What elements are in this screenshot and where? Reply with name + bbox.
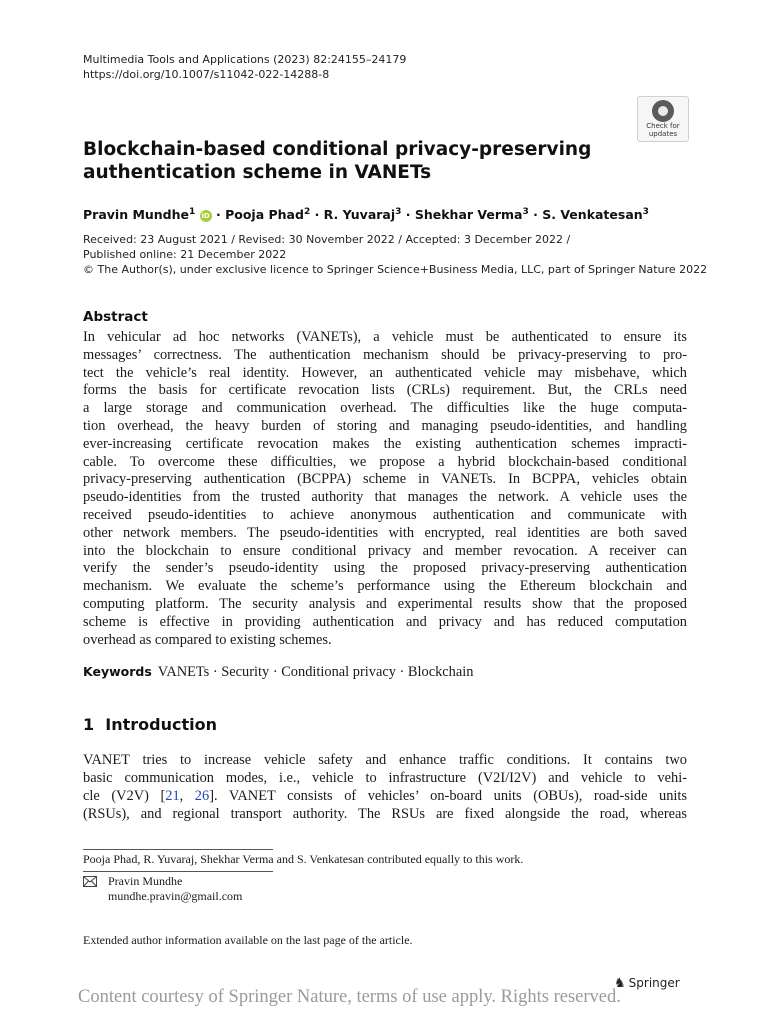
- paper-title: [83, 138, 591, 184]
- author-separator: ·: [528, 207, 543, 223]
- abstract-line: cable. To overcome these difficulties, we propose a hybrid blockchain-based conditional: [83, 453, 687, 470]
- keywords-label: Keywords: [83, 664, 152, 679]
- abstract-line: into the blockchain to ensure conditional privacy and member revocation. A receiver can: [83, 542, 687, 559]
- abstract-line: privacy-preserving authentication (BCPPA) scheme in VANETs. In BCPPA, vehicles obtain: [83, 471, 687, 488]
- author-affiliation: 3: [522, 207, 529, 217]
- abstract-line: scheme is effective in providing authentication and privacy and has reduced computation: [83, 613, 687, 630]
- check-line-2: updates: [648, 130, 678, 138]
- citation-link[interactable]: 21: [165, 788, 180, 804]
- author-affiliation: 3: [395, 207, 402, 217]
- abstract-line: pseudo-identities from the trusted authority that manages the network. A vehicle uses the: [83, 489, 687, 506]
- orcid-icon[interactable]: iD: [201, 212, 210, 221]
- extended-info-note: Extended author information available on the last page of the article.: [83, 933, 413, 947]
- intro-line: VANET tries to increase vehicle safety and enhance traffic conditions. It contains two: [83, 752, 687, 768]
- section-number: 1: [83, 715, 95, 734]
- author-name[interactable]: Pravin Mundhe: [83, 207, 190, 223]
- abstract-body: [83, 329, 687, 649]
- contribution-note: Pooja Phad, R. Yuvaraj, Shekhar Verma and S. Venkatesan contributed equally to this work.: [83, 852, 524, 866]
- abstract-line: tect the vehicle’s real identity. However, an authenticated vehicle may misbehave, which: [83, 364, 687, 381]
- author-separator: ·: [310, 207, 324, 223]
- intro-text: ]. VANET consists of vehicles’ on-board units (OBUs), road-side units: [209, 788, 688, 804]
- author-name[interactable]: Pooja Phad: [225, 207, 304, 223]
- keywords-row: [83, 664, 473, 681]
- courtesy-watermark: Content courtesy of Springer Nature, terms of use apply. Rights reserved.: [78, 987, 621, 1007]
- author-name[interactable]: Shekhar Verma: [414, 207, 523, 223]
- author-separator: ·: [401, 207, 415, 223]
- title-line-1: Blockchain-based conditional privacy-preserving: [83, 139, 592, 160]
- citation-separator: ,: [179, 788, 195, 804]
- intro-line: basic communication modes, i.e., vehicle to infrastructure (V2I/I2V) and vehicle to vehi-: [83, 770, 687, 786]
- springer-logo: [614, 976, 680, 991]
- abstract-line: forms the basis for certificate revocation lists (CRLs) requirement. But, the CRLs need: [83, 382, 687, 399]
- title-line-2: authentication scheme in VANETs: [83, 162, 432, 183]
- introduction-body: [83, 751, 687, 823]
- author-affiliation: 3: [642, 207, 649, 217]
- journal-header: [83, 52, 406, 82]
- author-name[interactable]: S. Venkatesan: [542, 207, 643, 223]
- corresponding-name: Pravin Mundhe: [108, 874, 183, 888]
- envelope-icon: [83, 876, 97, 891]
- springer-horse-icon: ♞: [614, 976, 626, 991]
- author-affiliation: 2: [303, 207, 311, 217]
- section-title: Introduction: [105, 715, 217, 734]
- doi-link[interactable]: https://doi.org/10.1007/s11042-022-14288-8: [83, 68, 330, 81]
- abstract-heading: Abstract: [83, 309, 148, 325]
- author-name[interactable]: R. Yuvaraj: [323, 207, 396, 223]
- abstract-line: ever-increasing certificate revocation makes the existing authentication schemes impracti-: [83, 435, 687, 452]
- intro-line: [83, 787, 687, 805]
- journal-citation: Multimedia Tools and Applications (2023) 82:24155–24179: [83, 53, 407, 66]
- abstract-line: tion overhead, the heavy burden of storing and managing pseudo-identities, and handling: [83, 417, 687, 434]
- corresponding-email[interactable]: mundhe.pravin@gmail.com: [108, 889, 243, 903]
- keywords-list: VANETs · Security · Conditional privacy · Blockchain: [157, 664, 474, 680]
- author-list: [83, 207, 649, 222]
- check-for-updates-icon: [652, 100, 674, 122]
- check-line-1: Check for: [646, 122, 680, 130]
- abstract-line: mechanism. We evaluate the scheme’s performance using the Ethereum blockchain and: [83, 578, 687, 595]
- author-separator: ·: [211, 207, 226, 223]
- abstract-line: other network members. The pseudo-identities with encrypted, real identities are both saved: [83, 524, 687, 541]
- footnote-divider: [83, 871, 273, 872]
- dates-line-2: Published online: 21 December 2022: [83, 248, 287, 261]
- abstract-line: computing platform. The security analysis and experimental results show that the proposed: [83, 595, 687, 612]
- author-affiliation: 1: [189, 207, 196, 217]
- abstract-line: verify the sender’s pseudo-identity using the proposed privacy-preserving authentication: [83, 560, 687, 577]
- publisher-name: Springer: [628, 976, 680, 990]
- abstract-line: messages’ correctness. The authentication mechanism should be privacy-preserving to pro-: [83, 346, 687, 363]
- section-heading: [83, 715, 217, 734]
- abstract-line: overhead as compared to existing schemes.: [83, 631, 332, 648]
- abstract-line: received pseudo-identities to achieve anonymous authentication and communicate with: [83, 506, 687, 523]
- intro-text: cle (V2V) [: [83, 788, 166, 804]
- publication-dates: [83, 232, 707, 277]
- copyright-line: © The Author(s), under exclusive licence to Springer Science+Business Media, LLC, part of Springer Nature 2022: [83, 263, 708, 276]
- dates-line-1: Received: 23 August 2021 / Revised: 30 November 2022 / Accepted: 3 December 2022 /: [83, 233, 571, 246]
- citation-link[interactable]: 26: [194, 788, 210, 804]
- footnote-divider: [83, 849, 273, 850]
- corresponding-author: [108, 874, 242, 904]
- abstract-line: a large storage and communication overhead. The difficulties like the huge computa-: [83, 400, 687, 417]
- check-for-updates-badge[interactable]: [637, 96, 689, 142]
- intro-line: (RSUs), and regional transport authority. The RSUs are fixed alongside the road, whereas: [83, 806, 687, 822]
- abstract-line: In vehicular ad hoc networks (VANETs), a vehicle must be authenticated to ensure its: [83, 329, 687, 345]
